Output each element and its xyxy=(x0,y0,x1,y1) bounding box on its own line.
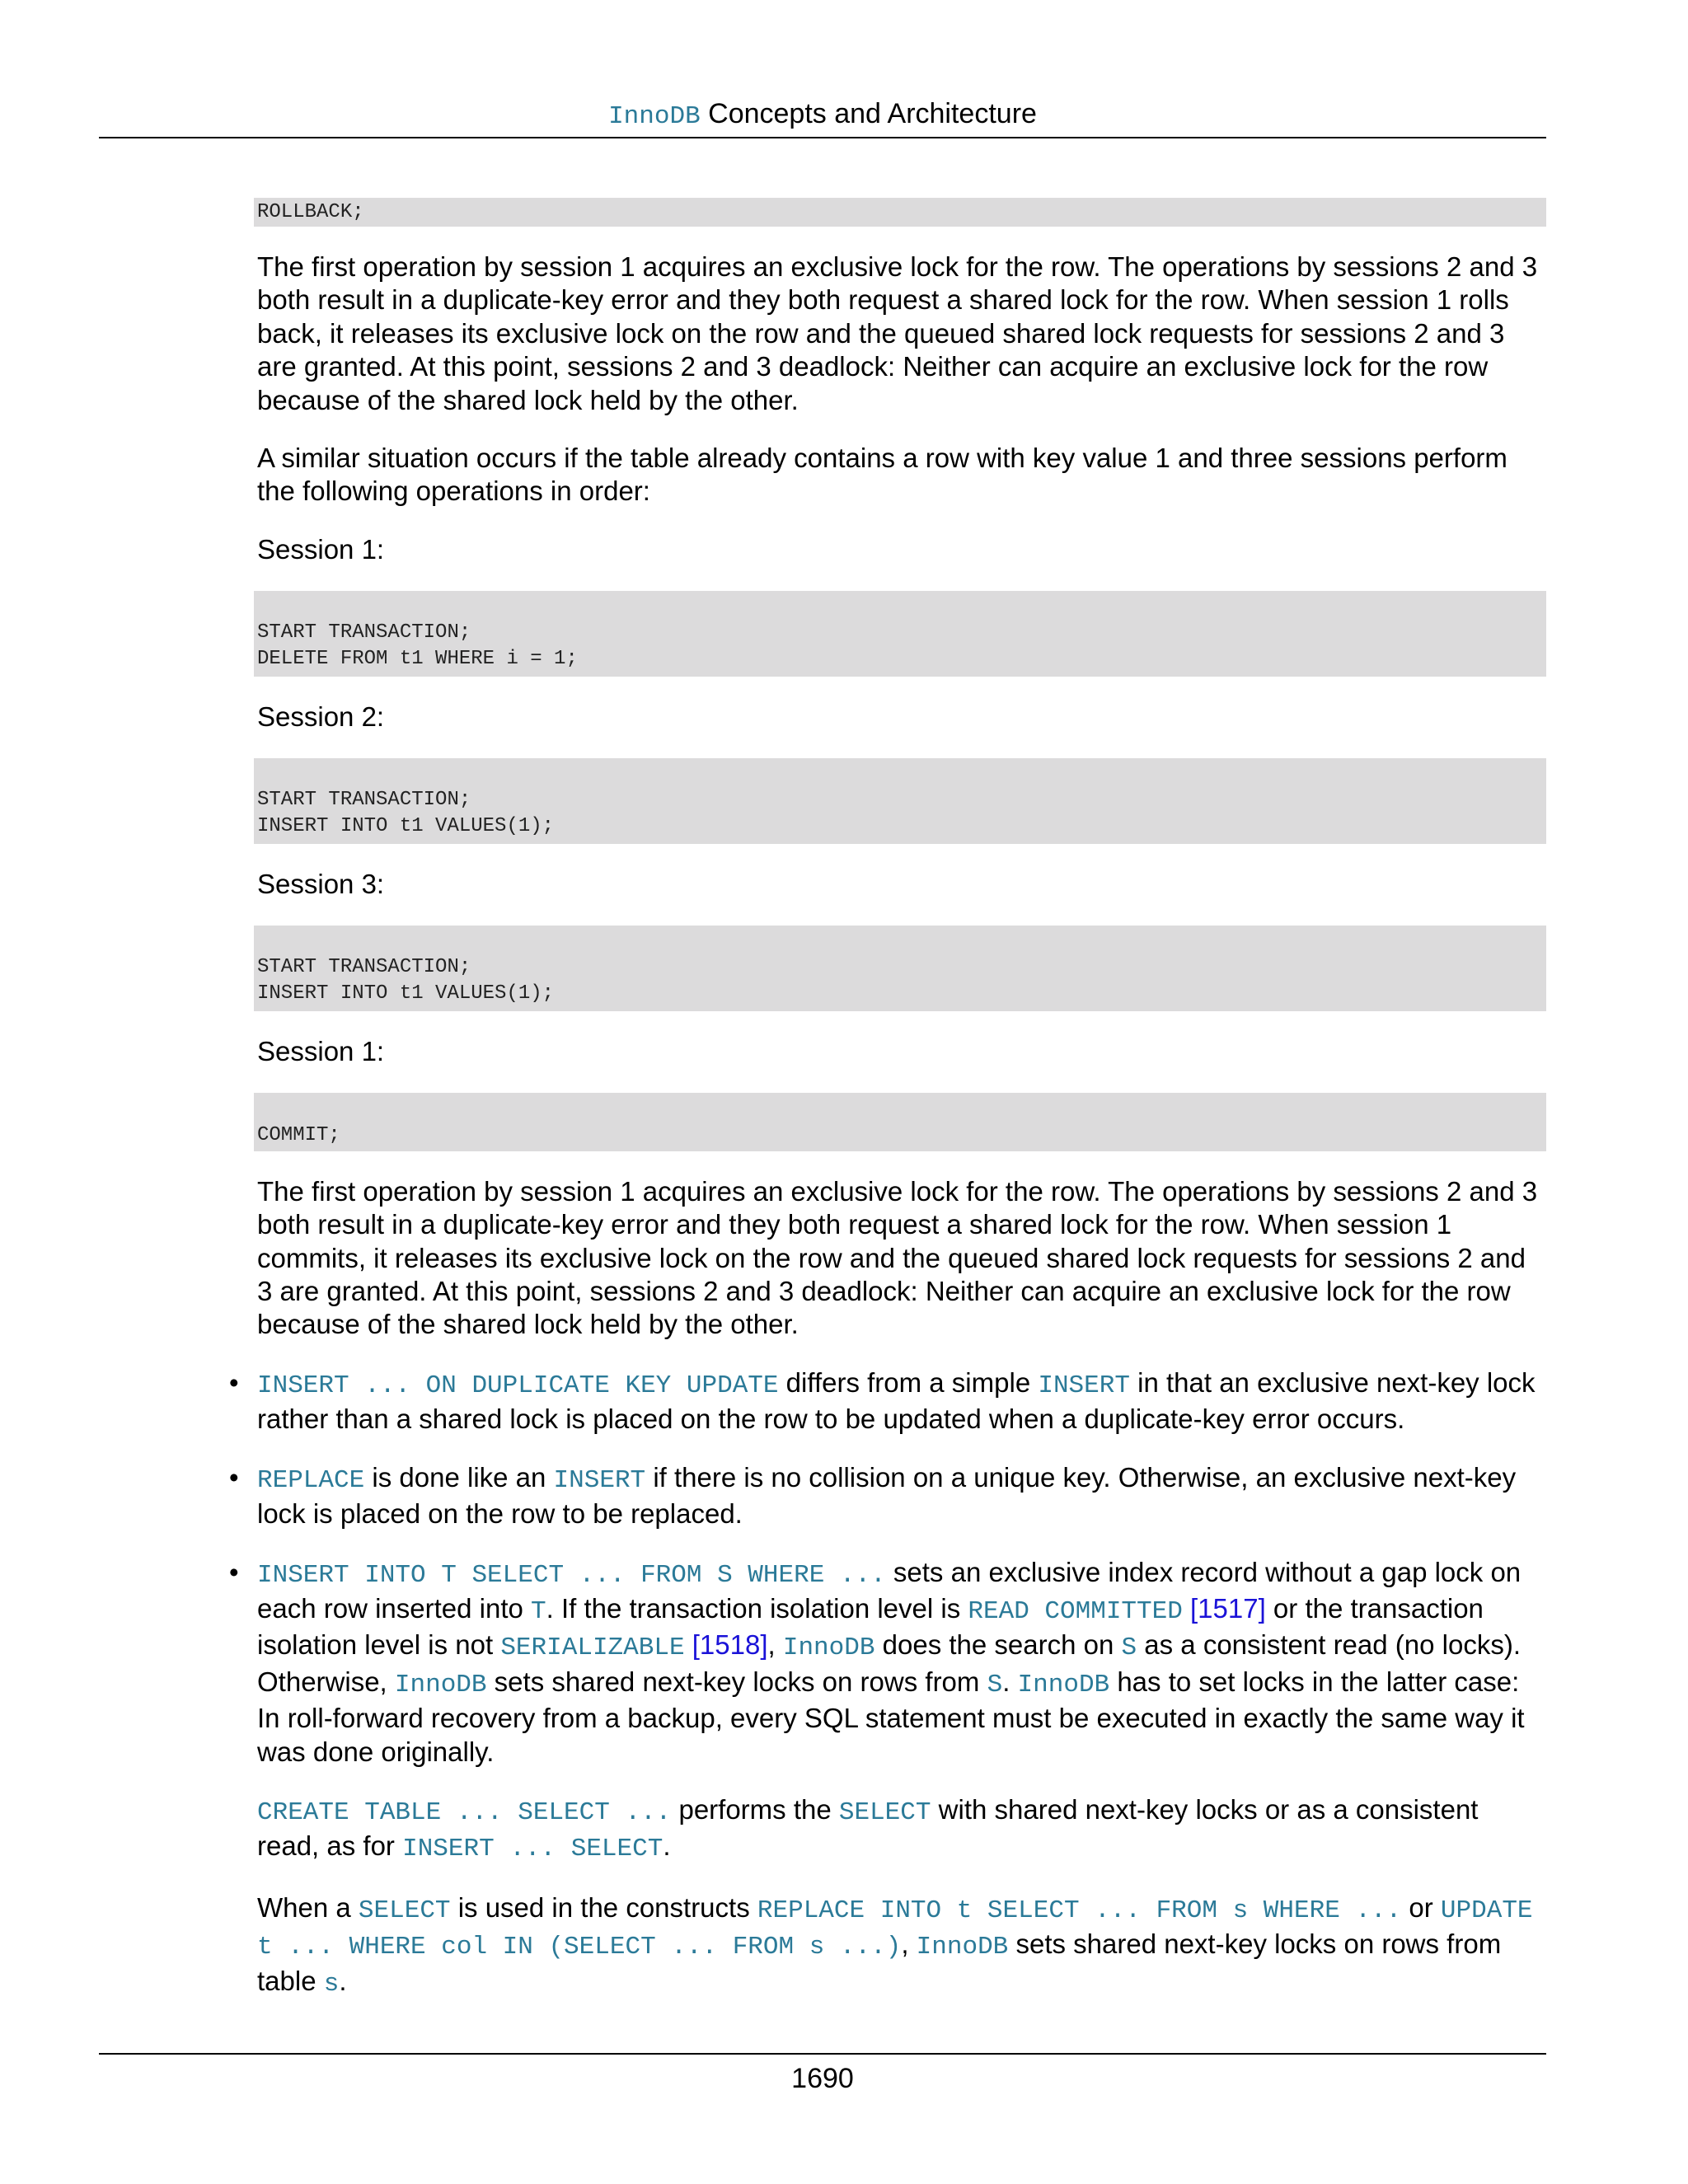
paragraph-text: . xyxy=(663,1830,671,1862)
page-header xyxy=(99,97,1546,134)
label-session-3: Session 3: xyxy=(257,868,385,899)
code-serializable[interactable]: SERIALIZABLE xyxy=(500,1633,685,1663)
code-insert: INSERT xyxy=(1038,1371,1130,1400)
header-code: InnoDB xyxy=(608,102,701,131)
link-1518[interactable]: [1518] xyxy=(684,1629,768,1661)
code-t: T xyxy=(531,1596,546,1626)
bullet-text: sets an exclusive index record without a gap lock on each row inserted into xyxy=(257,1556,1522,1624)
code-read-committed[interactable]: READ COMMITTED xyxy=(968,1596,1183,1626)
code-select: SELECT xyxy=(838,1797,931,1827)
paragraph-when-select xyxy=(257,1891,1546,2001)
code-innodb: InnoDB xyxy=(394,1670,487,1699)
code-block-session-3: START TRANSACTION; INSERT INTO t1 VALUES(1); xyxy=(254,926,1546,1011)
code-block-rollback: ROLLBACK; xyxy=(254,198,1546,227)
paragraph-create-table-select xyxy=(257,1793,1546,1867)
bullet-text: differs from a simple xyxy=(778,1366,1039,1398)
code-block-commit: COMMIT; xyxy=(254,1093,1546,1151)
code-s: S xyxy=(987,1670,1003,1699)
label-session-2: Session 2: xyxy=(257,701,385,732)
paragraph-text: When a xyxy=(257,1891,359,1923)
header-rule xyxy=(99,137,1546,138)
bullet-text: is done like an xyxy=(364,1461,554,1493)
paragraph-text: , xyxy=(901,1929,917,1960)
code-replace: REPLACE xyxy=(257,1465,365,1495)
paragraph-text: . xyxy=(339,1965,347,1996)
paragraph-text: performs the xyxy=(671,1793,839,1825)
bullet-text: as a consistent read (no locks). Otherwise, xyxy=(257,1629,1521,1697)
paragraph-text: sets shared next-key locks on rows from table xyxy=(257,1929,1502,1996)
bullet-text: . If the transaction isolation level is xyxy=(546,1592,968,1624)
code-innodb: InnoDB xyxy=(916,1933,1009,1962)
code-s: S xyxy=(1121,1633,1137,1663)
bullet-text: in that an exclusive next-key lock rather than a shared lock is placed on the row to be updated when a duplicate-key error occurs. xyxy=(257,1366,1536,1435)
page-number: 1690 xyxy=(791,2063,854,2094)
code-insert-into-select: INSERT INTO T SELECT ... FROM S WHERE ... xyxy=(257,1560,886,1590)
code-insert-select: INSERT ... SELECT xyxy=(402,1835,663,1864)
paragraph-commit-explanation: The first operation by session 1 acquires an exclusive lock for the row. The operations by sessions 2 and 3 both result in a duplicate-key error and they both request a shared lock for the row. When session 1 commits, it releases its exclusive lock on the row and the queued shared lock requests for sessions 2 and 3 are granted. At this point, sessions 2 and 3 deadlock: Neither can acquire an exclusive lock for the row because of the shared lock held by the other. xyxy=(257,1175,1538,1340)
paragraph-text: or xyxy=(1401,1891,1441,1923)
code-update-where-in: UPDATE t ... WHERE col IN (SELECT ... FROM s ...) xyxy=(257,1896,1533,1962)
code-create-table-select: CREATE TABLE ... SELECT ... xyxy=(257,1797,672,1827)
paragraph-similar-situation: A similar situation occurs if the table already contains a row with key value 1 and three sessions perform the following operations in order: xyxy=(257,443,1507,507)
bullet-text: . xyxy=(1002,1666,1018,1697)
bullet-insert-into-select xyxy=(257,1556,1546,1769)
code-innodb: InnoDB xyxy=(782,1633,875,1663)
label-session-1: Session 1: xyxy=(257,533,385,565)
bullet-text: does the search on xyxy=(874,1629,1122,1661)
header-title: Concepts and Architecture xyxy=(708,98,1037,129)
bullet-text: , xyxy=(767,1629,783,1661)
code-replace-into-select: REPLACE INTO t SELECT ... FROM s WHERE ... xyxy=(757,1896,1402,1925)
code-insert: INSERT xyxy=(553,1465,646,1495)
bullet-text: or the transaction isolation level is not xyxy=(257,1592,1484,1661)
page-content xyxy=(257,198,1546,2026)
label-session-1-commit: Session 1: xyxy=(257,1035,385,1066)
bullet-text: has to set locks in the latter case: In roll-forward recovery from a backup, every SQL statement must be executed in exactly the same way it was done originally. xyxy=(257,1666,1525,1767)
code-innodb: InnoDB xyxy=(1017,1670,1110,1699)
code-s: s xyxy=(323,1969,340,1999)
bullet-insert-on-duplicate xyxy=(257,1366,1546,1436)
bullet-replace xyxy=(257,1461,1546,1531)
paragraph-text: is used in the constructs xyxy=(450,1891,757,1923)
paragraph-rollback-explanation: The first operation by session 1 acquires an exclusive lock for the row. The operations by sessions 2 and 3 both result in a duplicate-key error and they both request a shared lock for the row. When session 1 rolls back, it releases its exclusive lock on the row and the queued shared lock requests for sessions 2 and 3 are granted. At this point, sessions 2 and 3 deadlock: Neither can acquire an exclusive lock for the row because of the shared lock held by the other. xyxy=(257,251,1538,415)
code-select: SELECT xyxy=(358,1896,451,1925)
code-block-session-2: START TRANSACTION; INSERT INTO t1 VALUES(1); xyxy=(254,758,1546,844)
bullet-list xyxy=(257,1366,1546,1769)
code-insert-on-duplicate: INSERT ... ON DUPLICATE KEY UPDATE xyxy=(257,1371,779,1400)
paragraph-text: with shared next-key locks or as a consistent read, as for xyxy=(257,1793,1479,1862)
code-block-session-1: START TRANSACTION; DELETE FROM t1 WHERE i = 1; xyxy=(254,591,1546,677)
footer-rule xyxy=(99,2053,1546,2055)
link-1517[interactable]: [1517] xyxy=(1182,1592,1266,1624)
bullet-text: if there is no collision on a unique key. Otherwise, an exclusive next-key lock is placed on the row to be replaced. xyxy=(257,1461,1517,1530)
bullet-text: sets shared next-key locks on rows from xyxy=(486,1666,987,1697)
